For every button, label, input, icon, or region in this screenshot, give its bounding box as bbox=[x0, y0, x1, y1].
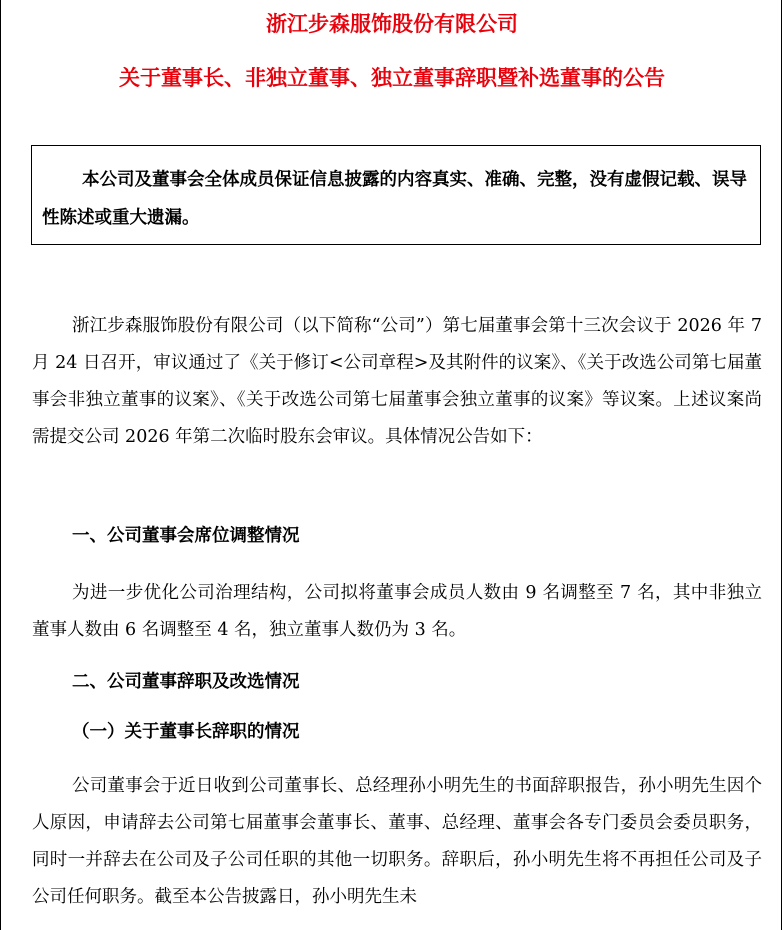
paragraph-intro: 浙江步森服饰股份有限公司（以下简称“公司”）第七届董事会第十三次会议于 2026 年 7 月 24 日召开，审议通过了《关于修订<公司章程>及其附件的议案》、《关于改选公司第七届董事会非独立董事的议案》、《关于改选公司第七届董事会独立董事的议案》等议案。上述议案尚需提交公司 2026 年第二次临时股东会审议。具体情况公告如下： bbox=[32, 316, 762, 447]
announcement-title: 关于董事长、非独立董事、独立董事辞职暨补选董事的公告 bbox=[119, 66, 665, 90]
disclaimer-box: 本公司及董事会全体成员保证信息披露的内容真实、准确、完整，没有虚假记载、误导性陈述或重大遗漏。 bbox=[31, 145, 761, 245]
section-heading-board-seats: 一、公司董事会席位调整情况 bbox=[72, 526, 300, 546]
paragraph-chairman-resignation: 公司董事会于近日收到公司董事长、总经理孙小明先生的书面辞职报告，孙小明先生因个人原因，申请辞去公司第七届董事会董事长、董事、总经理、董事会各专门委员会委员职务，同时一并辞去在公司及子公司任职的其他一切职务。辞职后，孙小明先生将不再担任公司及子公司任何职务。截至本公告披露日，孙小明先生未 bbox=[32, 776, 762, 907]
company-title: 浙江步森服饰股份有限公司 bbox=[266, 12, 518, 36]
paragraph-board-seats: 为进一步优化公司治理结构，公司拟将董事会成员人数由 9 名调整至 7 名，其中非独立董事人数由 6 名调整至 4 名，独立董事人数仍为 3 名。 bbox=[32, 583, 762, 640]
subsection-heading-chairman: （一）关于董事长辞职的情况 bbox=[72, 722, 300, 742]
section-heading-resignation: 二、公司董事辞职及改选情况 bbox=[72, 672, 300, 692]
